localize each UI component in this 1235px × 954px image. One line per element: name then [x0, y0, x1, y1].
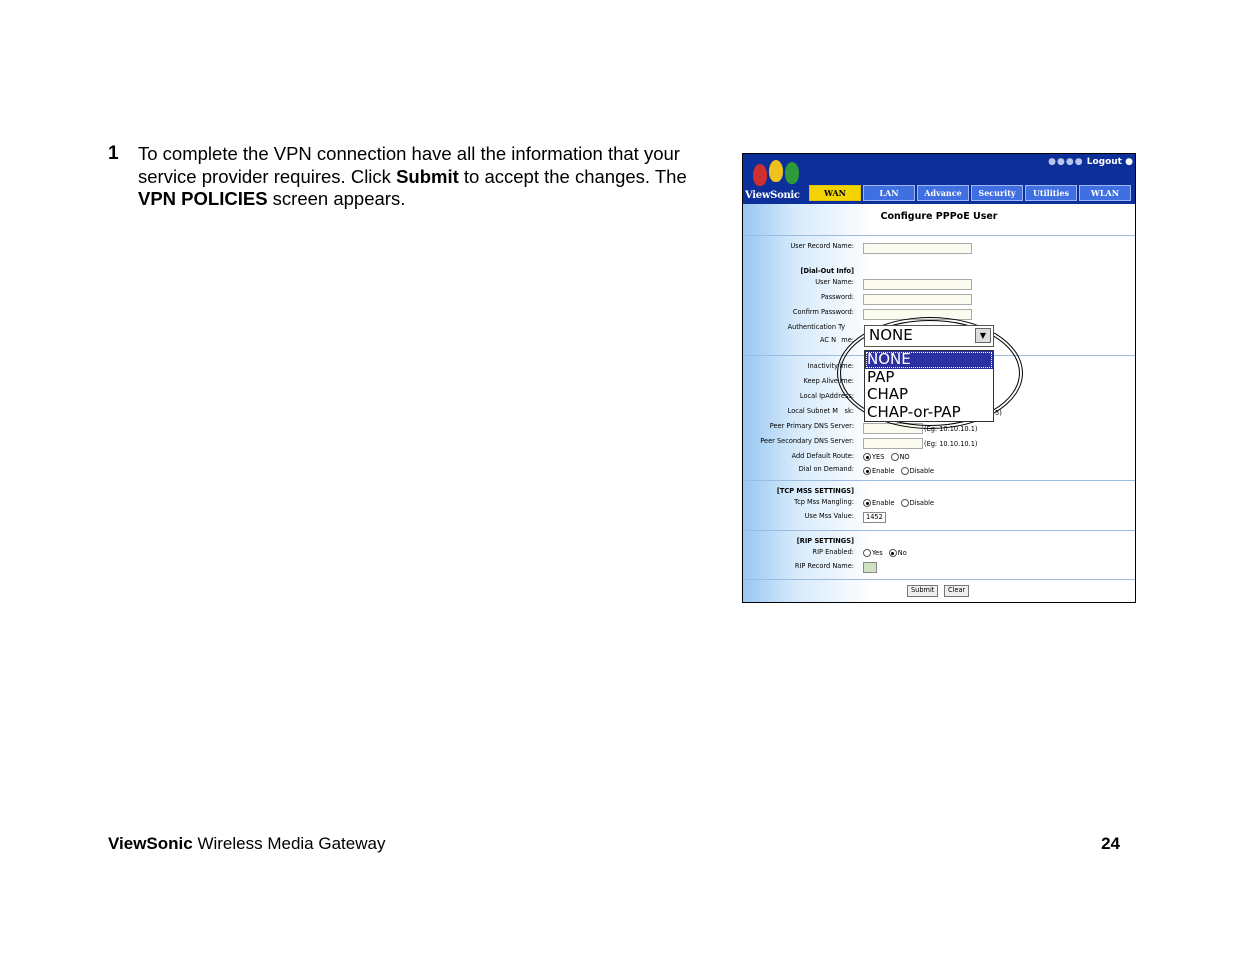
option-chap[interactable]: CHAP	[867, 385, 909, 403]
tcp-mss-settings-heading: [TCP MSS SETTINGS]	[776, 487, 854, 495]
user-name-input[interactable]	[863, 279, 972, 290]
page-title: Configure PPPoE User	[880, 211, 998, 222]
tab-wan[interactable]: WAN	[809, 185, 861, 201]
footer-brand: ViewSonic	[108, 834, 193, 853]
add-default-route-label: Add Default Route:	[791, 452, 854, 460]
radio-icon	[901, 467, 909, 475]
divider	[743, 530, 1135, 531]
radio-icon	[901, 499, 909, 507]
radio-option[interactable]: YES	[863, 453, 884, 461]
divider	[743, 235, 1135, 236]
local-ip-address-tail: ress:	[838, 392, 854, 400]
radio-option[interactable]: Enable	[863, 467, 894, 475]
step-text-part2: to accept the changes. The	[458, 165, 687, 187]
inactivity-time-tail: ime:	[839, 362, 854, 370]
option-chap-or-pap[interactable]: CHAP-or-PAP	[867, 402, 961, 421]
radio-icon	[891, 453, 899, 461]
user-record-name-input[interactable]	[863, 243, 972, 254]
radio-option[interactable]: Yes	[863, 549, 883, 557]
dial-on-demand-radios	[863, 467, 938, 475]
step-number: 1	[108, 143, 119, 164]
secondary-dns-example: (Eg: 10.10.10.1)	[924, 440, 978, 448]
tab-utilities[interactable]: Utilities	[1025, 185, 1077, 201]
logo-text: ViewSonic	[745, 190, 800, 201]
use-mss-value-label: Use Mss Value:	[804, 512, 854, 520]
divider	[743, 480, 1135, 481]
logout-link[interactable]: ●●●● Logout ●	[1048, 157, 1133, 167]
bird-icon	[785, 162, 799, 184]
ac-name-label-tail: me:	[841, 336, 854, 344]
peer-primary-dns-label: Peer Primary DNS Server:	[769, 422, 854, 430]
tab-wlan[interactable]: WLAN	[1079, 185, 1131, 201]
primary-dns-example: (Eg: 10.10.10.1)	[924, 425, 978, 433]
peer-secondary-dns-label: Peer Secondary DNS Server:	[760, 437, 854, 445]
dropdown-arrow-icon[interactable]: ▼	[975, 328, 991, 343]
authentication-type-label: Authentication Ty	[787, 323, 845, 331]
radio-icon	[889, 549, 897, 557]
rip-enabled-label: RIP Enabled:	[812, 548, 854, 556]
divider	[743, 579, 1135, 580]
bird-icon	[753, 164, 767, 186]
radio-icon	[863, 499, 871, 507]
tab-lan[interactable]: LAN	[863, 185, 915, 201]
dial-out-info-heading: [Dial-Out Info]	[800, 267, 854, 275]
confirm-password-label: Confirm Password:	[792, 308, 854, 316]
step-text	[138, 143, 708, 211]
radio-option[interactable]: No	[889, 549, 907, 557]
rip-settings-heading: [RIP SETTINGS]	[796, 537, 854, 545]
footer-product	[108, 834, 385, 854]
tcp-mss-mangling-radios	[863, 499, 938, 507]
mss-value-input[interactable]: 1452	[863, 512, 886, 523]
radio-icon	[863, 453, 871, 461]
option-none[interactable]: NONE	[865, 351, 993, 369]
viewsonic-logo	[743, 154, 809, 204]
tab-advance[interactable]: Advance	[917, 185, 969, 201]
radio-option[interactable]: NO	[891, 453, 910, 461]
radio-option[interactable]: Disable	[901, 467, 934, 475]
radio-option[interactable]: Disable	[901, 499, 934, 507]
rip-enabled-radios	[863, 549, 911, 557]
inactivity-time-label: Inactivity	[807, 362, 838, 370]
submit-button[interactable]: Submit	[907, 585, 938, 597]
step-text-part1: To complete the VPN connection have all the information that your service provider requires. Click	[138, 143, 680, 187]
router-screenshot	[742, 153, 1136, 603]
password-input[interactable]	[863, 294, 972, 305]
dial-on-demand-label: Dial on Demand:	[798, 465, 854, 473]
bird-icon	[769, 160, 783, 182]
vpn-policies-emphasis: VPN POLICIES	[138, 188, 268, 209]
rip-record-name-select[interactable]	[863, 562, 877, 573]
user-record-name-label: User Record Name:	[790, 242, 854, 250]
keep-alive-time-label: Keep Alive	[803, 377, 838, 385]
radio-icon	[863, 467, 871, 475]
user-name-label: User Name:	[815, 278, 854, 286]
local-ip-address-label: Local IpAdd	[799, 392, 838, 400]
subnet-note-tail: 5)	[995, 409, 1002, 417]
dots-icon: ●●●●	[1048, 157, 1084, 167]
keep-alive-time-tail: ime:	[839, 377, 854, 385]
select-value: NONE	[869, 326, 913, 344]
tcp-mss-mangling-label: Tcp Mss Mangling:	[794, 498, 854, 506]
ac-name-label: AC N	[819, 336, 836, 344]
add-default-route-radios	[863, 453, 914, 461]
step-text-part3: screen appears.	[267, 188, 406, 209]
radio-icon	[863, 549, 871, 557]
rip-record-name-label: RIP Record Name:	[794, 562, 854, 570]
authentication-type-options	[864, 350, 994, 422]
authentication-type-select[interactable]	[864, 325, 994, 347]
clear-button[interactable]: Clear	[944, 585, 969, 597]
password-label: Password:	[820, 293, 854, 301]
local-subnet-mask-tail: sk:	[844, 407, 854, 415]
submit-emphasis: Submit	[396, 165, 459, 187]
local-subnet-mask-label: Local Subnet M	[787, 407, 838, 415]
nav-tabs	[809, 185, 1131, 201]
footer-product-name: Wireless Media Gateway	[192, 834, 386, 853]
radio-option[interactable]: Enable	[863, 499, 894, 507]
option-pap[interactable]: PAP	[867, 367, 895, 386]
tab-security[interactable]: Security	[971, 185, 1023, 201]
peer-secondary-dns-input[interactable]	[863, 438, 923, 449]
page-number: 24	[1101, 834, 1120, 853]
